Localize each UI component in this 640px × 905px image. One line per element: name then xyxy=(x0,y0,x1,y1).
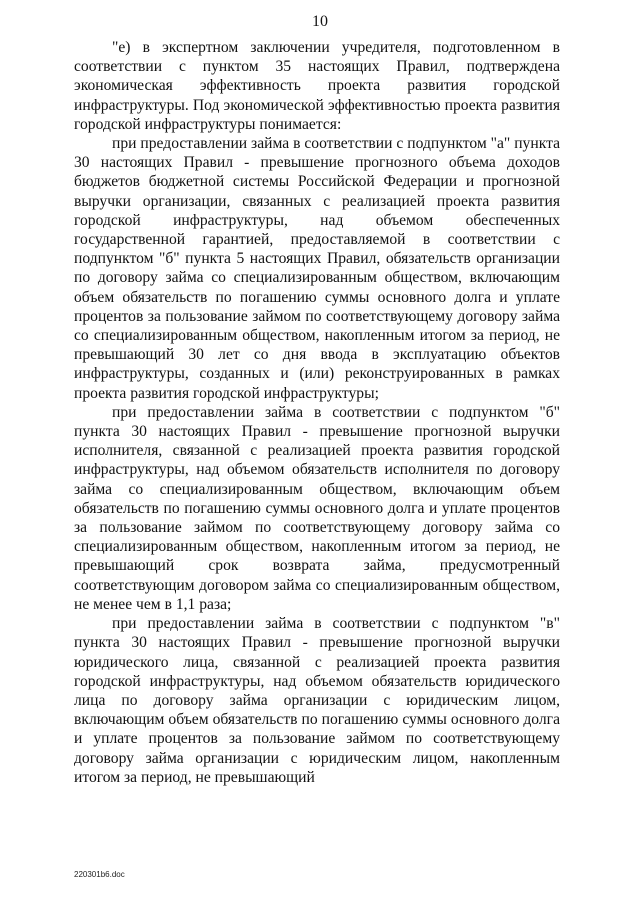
paragraph-subpoint-v: при предоставлении займа в соответствии с подпунктом "в" пункта 30 настоящих Правил - превышение прогнозной выручки юридического лица, связанной с реализацией проекта развития городской инфраструктуры, над объемом обязательств юридического лица по договору займа организации с юридическим лицом, включающим объем обязательств по погашению суммы основного долга и уплате процентов за пользование займом по соответствующему договору займа организации с юридическим лицом, накопленным итогом за период, не превышающий xyxy=(74,615,560,786)
paragraph-subpoint-a: при предоставлении займа в соответствии с подпунктом "а" пункта 30 настоящих Правил - превышение прогнозного объема доходов бюджетов бюджетной системы Российской Федерации и прогнозной выручки организации, связанных с реализацией проекта развития городской инфраструктуры, над объемом обеспеченных государственной гарантией, предоставляемой в соответствии с подпунктом "б" пункта 5 настоящих Правил, обязательств организации по договору займа со специализированным обществом, включающим объем обязательств по погашению суммы основного долга и уплате процентов за пользование займом по соответствующему договору займа со специализированным обществом, накопленным итогом за период, не превышающий 30 лет со дня ввода в эксплуатацию объектов инфраструктуры, созданных и (или) реконструированных в рамках проекта развития городской инфраструктуры; xyxy=(74,135,560,402)
document-file-code: 220301b6.doc xyxy=(74,870,125,879)
paragraph-e-intro: "е) в экспертном заключении учредителя, подготовленном в соответствии с пунктом 35 настоящих Правил, подтверждена экономическая эффективность проекта развития городской инфраструктуры. Под экономической эффективностью проекта развития городской инфраструктуры понимается: xyxy=(74,39,560,133)
document-body xyxy=(74,38,560,787)
paragraph-subpoint-b: при предоставлении займа в соответствии с подпунктом "б" пункта 30 настоящих Правил - превышение прогнозной выручки исполнителя, связанной с реализацией проекта развития городской инфраструктуры, над объемом обязательств исполнителя по договору займа со специализированным обществом, включающим объем обязательств по погашению суммы основного долга и уплате процентов за пользование займом по соответствующему договору займа со специализированным обществом, накопленным итогом за период, не превышающий срок возврата займа, предусмотренный соответствующим договором займа со специализированным обществом, не менее чем в 1,1 раза; xyxy=(74,403,560,613)
page-number: 10 xyxy=(312,13,328,30)
